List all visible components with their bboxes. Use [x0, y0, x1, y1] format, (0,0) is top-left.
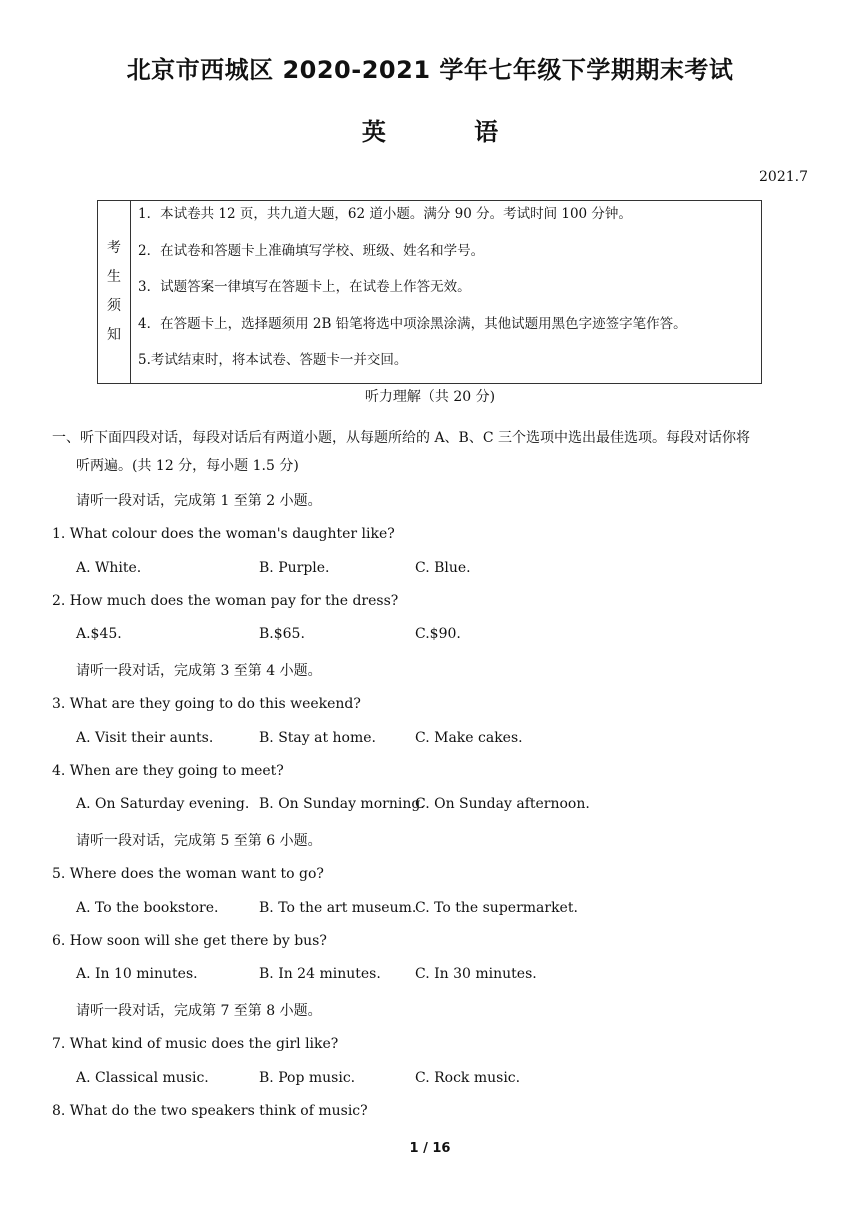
exam-title: 北京市西城区 2020-2021 学年七年级下学期期末考试	[126, 56, 734, 84]
notice-label-char: 生	[107, 269, 121, 285]
notice-label-char: 考	[107, 240, 121, 256]
notice-item: 5.考试结束时，将本试卷、答题卡一并交回。	[138, 352, 408, 369]
question-text: 3. What are they going to do this weekend?	[52, 696, 361, 712]
option-a: A.$45.	[76, 626, 122, 642]
option-b: B. Pop music.	[259, 1070, 356, 1086]
section-heading: 听力理解（共 20 分)	[364, 389, 496, 405]
question-text: 7. What kind of music does the girl like?	[52, 1036, 339, 1052]
dialog-prompt: 请听一段对话，完成第 7 至第 8 小题。	[76, 1003, 322, 1019]
notice-item: 1．本试卷共 12 页，共九道大题，62 道小题。满分 90 分。考试时间 100 分钟。	[138, 206, 632, 222]
section-instruction	[52, 424, 812, 480]
dialog-prompt: 请听一段对话，完成第 3 至第 4 小题。	[76, 663, 322, 679]
subject-title: 英 语	[361, 118, 539, 146]
option-c: C. Rock music.	[415, 1070, 521, 1086]
option-a: A. On Saturday evening.	[76, 796, 250, 812]
option-b: B.$65.	[259, 626, 305, 642]
option-b: B. On Sunday morning.	[259, 796, 425, 812]
instruction-line: 听两遍。(共 12 分，每小题 1.5 分)	[76, 458, 299, 474]
option-c: C. Blue.	[415, 560, 471, 576]
option-b: B. To the art museum.	[259, 900, 417, 916]
option-a: A. In 10 minutes.	[76, 966, 198, 982]
question-text: 2. How much does the woman pay for the dress?	[52, 593, 399, 609]
notice-item: 3．试题答案一律填写在答题卡上，在试卷上作答无效。	[138, 279, 471, 296]
question-text: 4. When are they going to meet?	[52, 763, 284, 779]
option-c: C. In 30 minutes.	[415, 966, 537, 982]
option-b: B. In 24 minutes.	[259, 966, 381, 982]
option-c: C. To the supermarket.	[415, 900, 578, 916]
notice-label	[98, 201, 131, 383]
option-a: A. Visit their aunts.	[76, 730, 214, 746]
notice-item: 4．在答题卡上，选择题须用 2B 铅笔将选中项涂黑涂满，其他试题用黑色字迹签字笔作答。	[138, 315, 687, 332]
notice-items	[138, 204, 753, 387]
notice-item: 2．在试卷和答题卡上准确填写学校、班级、姓名和学号。	[138, 242, 485, 259]
option-c: C. On Sunday afternoon.	[415, 796, 590, 812]
question-text: 8. What do the two speakers think of music?	[52, 1103, 368, 1119]
option-c: C. Make cakes.	[415, 730, 523, 746]
dialog-prompt: 请听一段对话，完成第 1 至第 2 小题。	[76, 493, 322, 509]
exam-date: 2021.7	[759, 169, 808, 185]
option-c: C.$90.	[415, 626, 461, 642]
page-number: 1 / 16	[409, 1141, 451, 1156]
instruction-line: 一、听下面四段对话，每段对话后有两道小题，从每题所给的 A、B、C 三个选项中选出最佳选项。每段对话你将	[52, 430, 751, 446]
notice-label-char: 知	[107, 327, 121, 343]
option-b: B. Purple.	[259, 560, 330, 576]
notice-label-char: 须	[107, 298, 121, 314]
candidate-notice-box	[97, 200, 762, 384]
dialog-prompt: 请听一段对话，完成第 5 至第 6 小题。	[76, 833, 322, 849]
option-a: A. Classical music.	[76, 1070, 209, 1086]
option-a: A. White.	[76, 560, 142, 576]
question-text: 6. How soon will she get there by bus?	[52, 933, 327, 949]
option-b: B. Stay at home.	[259, 730, 376, 746]
question-text: 5. Where does the woman want to go?	[52, 866, 324, 882]
option-a: A. To the bookstore.	[76, 900, 219, 916]
question-text: 1. What colour does the woman's daughter like?	[52, 526, 395, 542]
